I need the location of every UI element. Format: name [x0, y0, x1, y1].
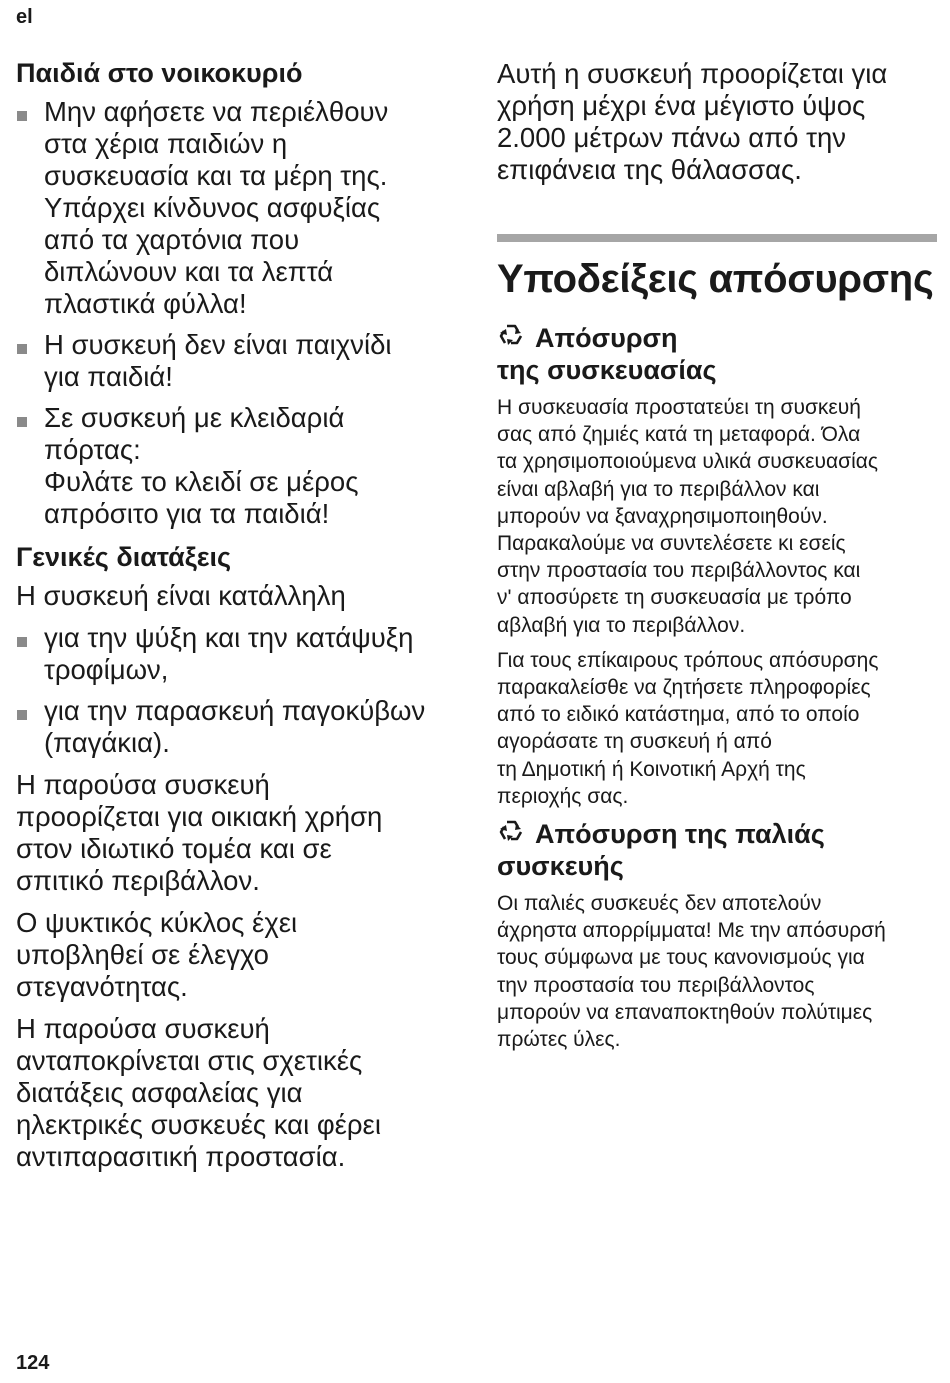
bullet-icon	[17, 417, 27, 427]
list-item-text: Μην αφήσετε να περιέλθουν στα χέρια παιδιών η συσκευασία και τα μέρη της. Υπάρχει κίνδυνος ασφυξίας από τα χαρτόνια που διπλώνουν και τα λεπτά πλαστικά φύλλα!	[44, 96, 389, 319]
bullet-icon	[17, 710, 27, 720]
list-item-text: για την ψύξη και την κατάψυξη τροφίμων,	[44, 622, 414, 685]
general-heading: Γενικές διατάξεις	[16, 542, 232, 572]
list-item-text: Η συσκευή δεν είναι παιχνίδι για παιδιά!	[44, 329, 392, 392]
general-paragraph-3: Η παρούσα συσκευή ανταποκρίνεται στις σχετικές διατάξεις ασφαλείας για ηλεκτρικές συσκευές και φέρει αντιπαρασιτική προστασία.	[16, 1013, 381, 1172]
language-code: el	[16, 6, 33, 28]
list-item	[16, 695, 466, 759]
old-appliance-heading-text: Απόσυρση της παλιάς συσκευής	[497, 819, 825, 882]
list-item-text: για την παρασκευή παγοκύβων (παγάκια).	[44, 695, 426, 758]
disposal-heading: Υποδείξεις απόσυρσης	[497, 257, 934, 301]
bullet-icon	[17, 637, 27, 647]
packaging-heading	[497, 322, 937, 386]
packaging-paragraph-1: Η συσκευασία προστατεύει τη συσκευή σας από ζημιές κατά τη μεταφορά. Όλα τα χρησιμοποιούμενα υλικά συσκευασίας είναι αβλαβή για το περιβάλλον και μπορούν να ξαναχρησιμοποιηθούν. Παρακαλούμε να συντελέσετε κι εσείς στην προστασία του περιβάλλοντος και ν' αποσύρετε τη συσκευασία με τρόπο αβλαβή για το περιβάλλον.	[497, 396, 879, 637]
list-item-text: Σε συσκευή με κλειδαριά πόρτας: Φυλάτε το κλειδί σε μέρος απρόσιτο για τα παιδιά!	[44, 402, 359, 529]
list-item	[16, 96, 466, 320]
right-column	[497, 58, 937, 1061]
left-column	[16, 56, 466, 1183]
general-paragraph-2: Ο ψυκτικός κύκλος έχει υποβληθεί σε έλεγχο στεγανότητας.	[16, 907, 298, 1002]
packaging-heading-text: Απόσυρση της συσκευασίας	[497, 323, 717, 385]
list-item	[16, 622, 466, 686]
old-appliance-heading	[497, 818, 937, 882]
list-item	[16, 402, 466, 530]
children-list	[16, 96, 466, 530]
children-heading: Παιδιά στο νοικοκυριό	[16, 58, 303, 88]
general-intro: Η συσκευή είναι κατάλληλη	[16, 580, 346, 611]
section-divider	[497, 234, 937, 242]
old-appliance-paragraph: Οι παλιές συσκευές δεν αποτελούν άχρηστα απορρίμματα! Με την απόσυρσή τους σύμφωνα με τους κανονισμούς για την προστασία του περιβάλλοντος μπορούν να επαναποκτηθούν πολύτιμες πρώτες ύλες.	[497, 892, 886, 1052]
page-number: 124	[16, 1352, 50, 1374]
altitude-paragraph: Αυτή η συσκευή προορίζεται για χρήση μέχρι ένα μέγιστο ύψος 2.000 μέτρων πάνω από την επιφάνεια της θάλασσας.	[497, 58, 888, 185]
general-list	[16, 622, 466, 759]
bullet-icon	[17, 111, 27, 121]
packaging-paragraph-2: Για τους επίκαιρους τρόπους απόσυρσης παρακαλείσθε να ζητήσετε πληροφορίες από το ειδικό κατάστημα, από το οποίο αγοράσατε τη συσκευή ή από τη Δημοτική ή Κοινοτική Αρχή της περιοχής σας.	[497, 648, 879, 808]
general-paragraph-1: Η παρούσα συσκευή προορίζεται για οικιακή χρήση στον ιδιωτικό τομέα και σε σπιτικό περιβάλλον.	[16, 769, 383, 896]
list-item	[16, 329, 466, 393]
recycle-icon	[497, 322, 525, 350]
bullet-icon	[17, 344, 27, 354]
recycle-icon	[497, 818, 525, 846]
